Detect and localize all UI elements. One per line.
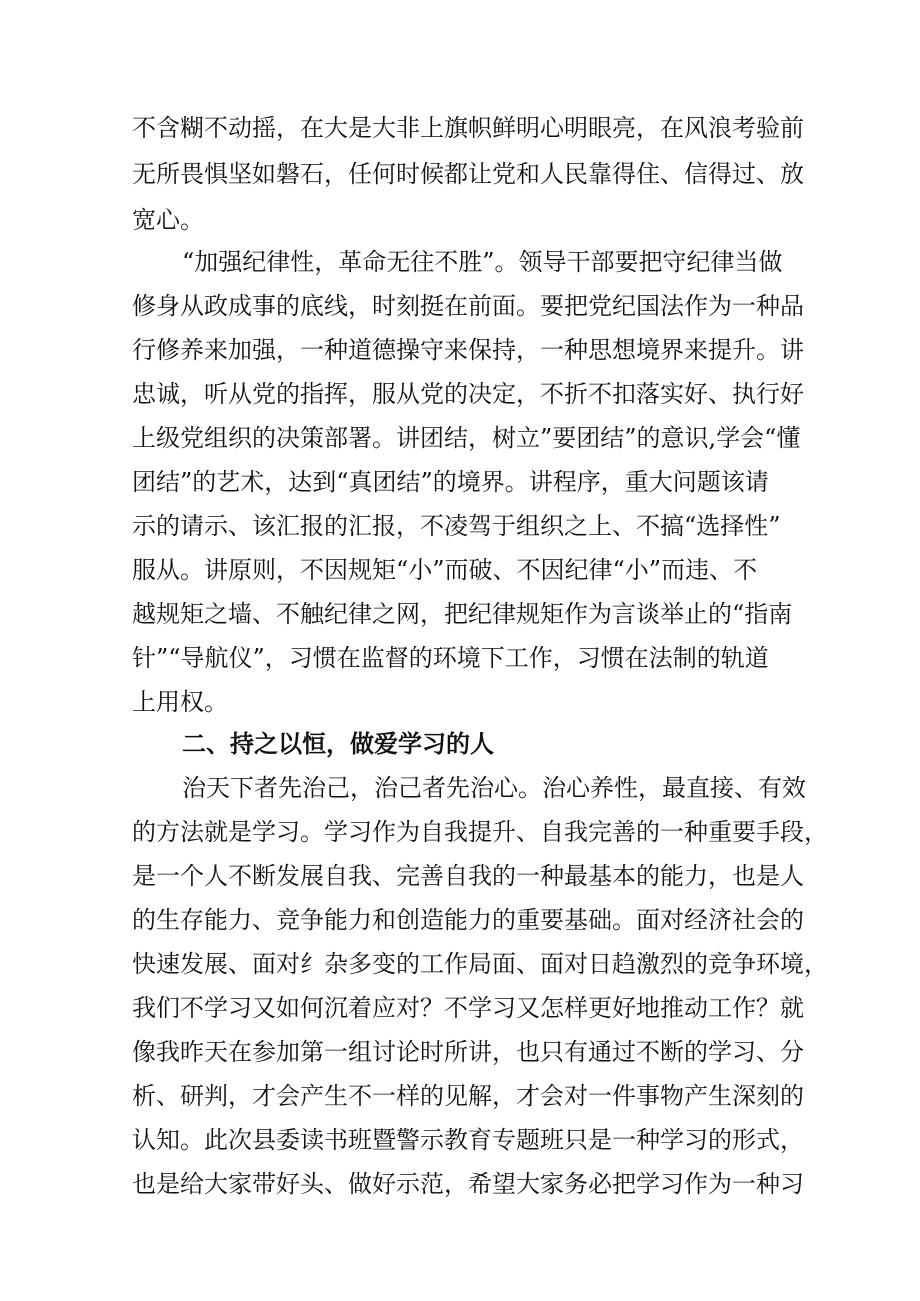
paragraph-line: 治天下者先治己，治己者先治心。治心养性，最直接、有效 bbox=[182, 774, 806, 802]
paragraph-line: 服从。讲原则，不因规矩“小”而破、不因纪律“小”而违、不 bbox=[132, 556, 758, 584]
paragraph-line: 我们不学习又如何沉着应对？不学习又怎样更好地推动工作？就 bbox=[132, 994, 804, 1022]
paragraph-line: 不含糊不动摇，在大是大非上旗帜鲜明心明眼亮，在风浪考验前 bbox=[132, 114, 804, 142]
paragraph-line: “加强纪律性，革命无往不胜”。领导干部要把守纪律当做 bbox=[182, 248, 783, 276]
paragraph-line: 忠诚，听从党的指挥，服从党的决定，不折不扣落实好、执行好 bbox=[132, 380, 804, 408]
paragraph-line: 认知。此次县委读书班暨警示教育专题班只是一种学习的形式， bbox=[132, 1126, 804, 1154]
paragraph-line: 修身从政成事的底线，时刻挺在前面。要把党纪国法作为一种品 bbox=[132, 292, 804, 320]
paragraph-line: 无所畏惧坚如磐石，任何时候都让党和人民靠得住、信得过、放 bbox=[132, 160, 804, 188]
paragraph-line: 的生存能力、竞争能力和创造能力的重要基础。面对经济社会的 bbox=[132, 906, 804, 934]
paragraph-line: 上用权。 bbox=[132, 688, 228, 716]
paragraph-line: 宽心。 bbox=[132, 206, 204, 234]
paragraph-line: 团结”的艺术，达到“真团结”的境界。讲程序，重大问题该请 bbox=[132, 468, 769, 496]
paragraph-line: 像我昨天在参加第一组讨论时所讲，也只有通过不断的学习、分 bbox=[132, 1038, 804, 1066]
paragraph-line: 析、研判，才会产生不一样的见解，才会对一件事物产生深刻的 bbox=[132, 1082, 804, 1110]
paragraph-line: 行修养来加强，一种道德操守来保持，一种思想境界来提升。讲 bbox=[132, 336, 804, 364]
paragraph-line: 是一个人不断发展自我、完善自我的一种最基本的能力，也是人 bbox=[132, 862, 804, 890]
paragraph-line: 示的请示、该汇报的汇报，不凌驾于组织之上、不搞“选择性” bbox=[132, 512, 781, 540]
paragraph-line: 的方法就是学习。学习作为自我提升、自我完善的一种重要手段， bbox=[132, 818, 828, 846]
paragraph-line: 越规矩之墙、不触纪律之网，把纪律规矩作为言谈举止的“指南 bbox=[132, 600, 793, 628]
paragraph-line: 针”“导航仪”，习惯在监督的环境下工作，习惯在法制的轨道 bbox=[132, 644, 769, 672]
paragraph-line: 快速发展、面对纟杂多变的工作局面、面对日趋激烈的竞争环境， bbox=[132, 950, 828, 978]
section-heading: 二、持之以恒，做爱学习的人 bbox=[182, 730, 494, 758]
paragraph-line: 上级党组织的决策部署。讲团结，树立”要团结”的意识,学会“懂 bbox=[132, 424, 801, 452]
paragraph-line: 也是给大家带好头、做好示范，希望大家务必把学习作为一种习 bbox=[132, 1170, 804, 1198]
